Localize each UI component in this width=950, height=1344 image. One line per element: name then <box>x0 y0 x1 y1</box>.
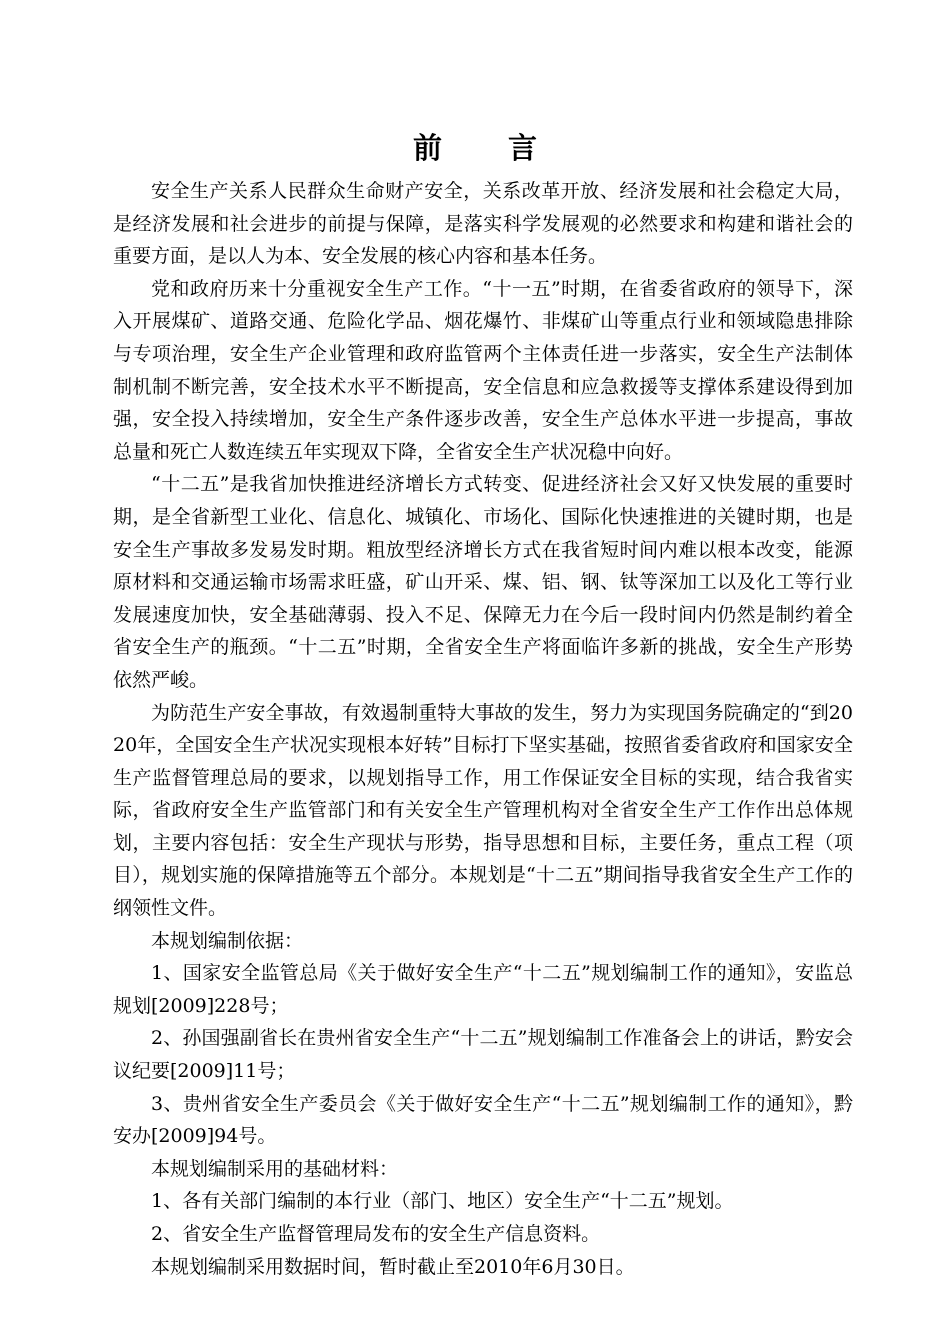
paragraph-basis-item-2: 2、孙国强副省长在贵州省安全生产“十二五”规划编制工作准备会上的讲话，黔安会议纪要[2009]11号； <box>113 1027 853 1083</box>
paragraph-intro: 安全生产关系人民群众生命财产安全，关系改革开放、经济发展和社会稳定大局，是经济发展和社会进步的前提与保障，是落实科学发展观的必然要求和构建和谐社会的重要方面，是以人为本、安全发展的核心内容和基本任务。 <box>113 180 853 268</box>
document-body <box>113 175 853 1283</box>
paragraph-materials-item-2: 2、省安全生产监督管理局发布的安全生产信息资料。 <box>151 1223 601 1245</box>
paragraph-twelfth-five-year: “十二五”是我省加快推进经济增长方式转变、促进经济社会又好又快发展的重要时期，是全省新型工业化、信息化、城镇化、市场化、国际化快速推进的关键时期，也是安全生产事故多发易发时期。粗放型经济增长方式在我省短时间内难以根本改变，能源原材料和交通运输市场需求旺盛，矿山开采、煤、铝、钢、钛等深加工以及化工等行业发展速度加快，安全基础薄弱、投入不足、保障无力在今后一段时间内仍然是制约着全省安全生产的瓶颈。“十二五”时期，全省安全生产将面临许多新的挑战，安全生产形势依然严峻。 <box>113 473 853 691</box>
paragraph-basis-item-1: 1、国家安全监管总局《关于做好安全生产“十二五”规划编制工作的通知》，安监总规划[2009]228号； <box>113 962 853 1017</box>
paragraph-basis-item-3: 3、贵州省安全生产委员会《关于做好安全生产“十二五”规划编制工作的通知》，黔安办[2009]94号。 <box>113 1092 853 1148</box>
paragraph-materials-heading: 本规划编制采用的基础材料： <box>151 1157 399 1180</box>
paragraph-eleventh-five-year: 党和政府历来十分重视安全生产工作。“十一五”时期，在省委省政府的领导下，深入开展煤矿、道路交通、危险化学品、烟花爆竹、非煤矿山等重点行业和领域隐患排除与专项治理，安全生产企业管理和政府监管两个主体责任进一步落实，安全生产法制体制机制不断完善，安全技术水平不断提高，安全信息和应急救援等支撑体系建设得到加强，安全投入持续增加，安全生产条件逐步改善，安全生产总体水平进一步提高，事故总量和死亡人数连续五年实现双下降，全省安全生产状况稳中向好。 <box>113 277 853 463</box>
paragraph-materials-item-1: 1、各有关部门编制的本行业（部门、地区）安全生产“十二五”规划。 <box>151 1190 734 1213</box>
page-title: 前 言 <box>412 131 566 165</box>
paragraph-data-cutoff: 本规划编制采用数据时间，暂时截止至2010年6月30日。 <box>151 1255 635 1278</box>
paragraph-planning-purpose: 为防范生产安全事故，有效遏制重特大事故的发生，努力为实现国务院确定的“到2020年，全国安全生产状况实现根本好转”目标打下坚实基础，按照省委省政府和国家安全生产监督管理总局的要求，以规划指导工作，用工作保证安全目标的实现，结合我省实际，省政府安全生产监管部门和有关安全生产管理机构对全省安全生产工作作出总体规划，主要内容包括：安全生产现状与形势，指导思想和目标，主要任务，重点工程（项目），规划实施的保障措施等五个部分。本规划是“十二五”期间指导我省安全生产工作的纲领性文件。 <box>113 701 853 920</box>
paragraph-basis-heading: 本规划编制依据： <box>151 929 304 952</box>
